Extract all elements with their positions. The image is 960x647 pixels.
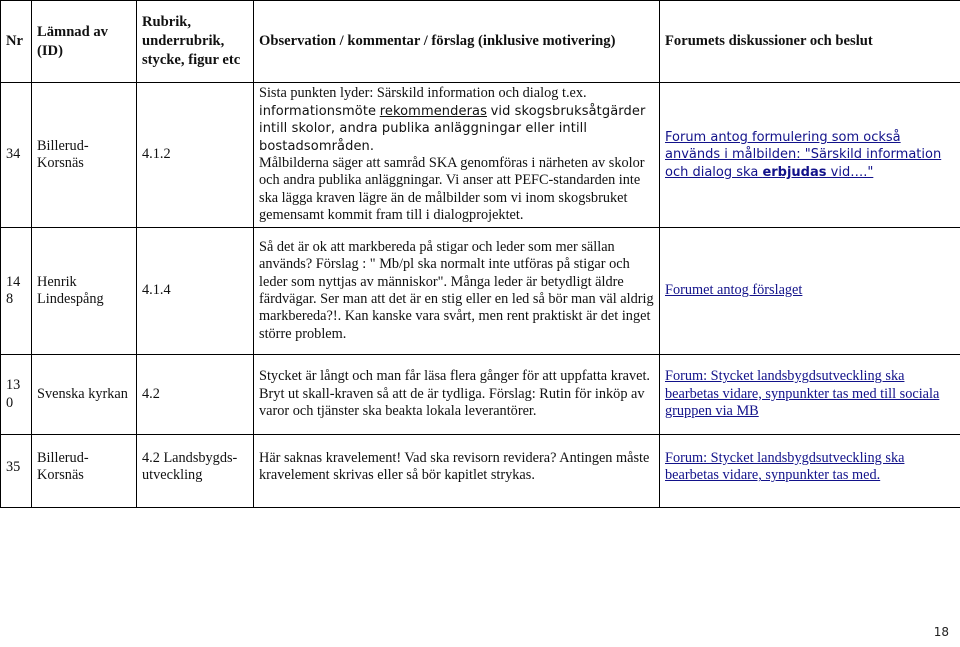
row-observation: Här saknas kravelement! Vad ska revisorn revidera? Antingen måste kravelement skrivas eller så bör kapitlet strykas. xyxy=(254,435,660,508)
row-submitted-by: Billerud-Korsnäs xyxy=(32,435,137,508)
forum-decision-text: Forum: Stycket landsbygdsutveckling ska bearbetas vidare, synpunkter tas med. xyxy=(665,450,905,484)
observation-text: vid skogsbruksåtgärder intill skolor, andra publika anläggningar eller intill bostadsområden. xyxy=(259,103,646,154)
observation-text: Vi anser att PEFC-standarden inte ska lägga kraven lägre än de målbilder som vi inom skogsbruket gemensamt kommit fram till i dialogprojektet. xyxy=(259,172,641,224)
row-observation: Så det är ok att markbereda på stigar och leder som mer sällan används? Förslag : " Mb/pl ska normalt inte utföras på stigar och leder som nyttjas av människor". Många leder är betydligt äldre färdvägar. Ser man att det är en stig eller en led så bör man väl aldrig markbereda?!. Kan kanske vara svårt, men rent praktiskt är det inget större problem. xyxy=(254,228,660,355)
observation-underlined-word: rekommenderas xyxy=(379,103,487,119)
row-heading: 4.2 xyxy=(137,355,254,435)
observation-text: informationsmöte xyxy=(259,103,377,119)
row-heading: 4.1.2 xyxy=(137,83,254,228)
forum-decision-text: Forumet antog förslaget xyxy=(665,282,803,299)
table-row xyxy=(1,83,960,228)
observation-text: Målbilderna säger att samråd SKA genomföras i närheten av skolor och andra publika anläggningar. xyxy=(259,155,645,189)
header-nr: Nr xyxy=(1,1,32,83)
forum-decision-text: Forum: Stycket landsbygdsutveckling ska bearbetas vidare, synpunkter tas med till sociala gruppen via MB xyxy=(665,368,940,420)
row-observation: Stycket är långt och man får läsa flera gånger för att uppfatta kravet. Bryt ut skall-kraven så att de är tydliga. Förslag: Rutin för inköp av varor och tjänster ska beakta lokala leverantörer. xyxy=(254,355,660,435)
row-heading: 4.2 Landsbygds-utveckling xyxy=(137,435,254,508)
forum-decision-text xyxy=(665,130,941,180)
table-header-row xyxy=(1,1,960,83)
row-observation xyxy=(254,83,660,228)
row-forum-decision xyxy=(660,355,960,435)
forum-decision-bold: erbjudas xyxy=(762,164,827,180)
row-forum-decision xyxy=(660,228,960,355)
row-submitted-by: Svenska kyrkan xyxy=(32,355,137,435)
header-observation: Observation / kommentar / förslag (inklusive motivering) xyxy=(254,1,660,83)
page-number: 18 xyxy=(933,625,949,639)
header-forum: Forumets diskussioner och beslut xyxy=(660,1,960,83)
header-heading: Rubrik, underrubrik, stycke, figur etc xyxy=(137,1,254,83)
row-nr: 34 xyxy=(1,83,32,228)
forum-decision-part: vid…." xyxy=(826,164,874,180)
row-submitted-by: Billerud-Korsnäs xyxy=(32,83,137,228)
table-row xyxy=(1,435,960,508)
row-forum-decision xyxy=(660,435,960,508)
row-heading: 4.1.4 xyxy=(137,228,254,355)
observation-text: Sista punkten lyder: Särskild information och dialog t.ex. xyxy=(259,85,587,102)
row-nr: 35 xyxy=(1,435,32,508)
forum-decision-part: Forum antog formulering som också används i målbilden: "Särskild information och dialog ska xyxy=(665,129,942,180)
table-row xyxy=(1,228,960,355)
row-nr: 130 xyxy=(1,355,32,435)
row-forum-decision xyxy=(660,83,960,228)
header-submitted-by: Lämnad av (ID) xyxy=(32,1,137,83)
row-nr: 148 xyxy=(1,228,32,355)
row-submitted-by: Henrik Lindespång xyxy=(32,228,137,355)
table-row xyxy=(1,355,960,435)
